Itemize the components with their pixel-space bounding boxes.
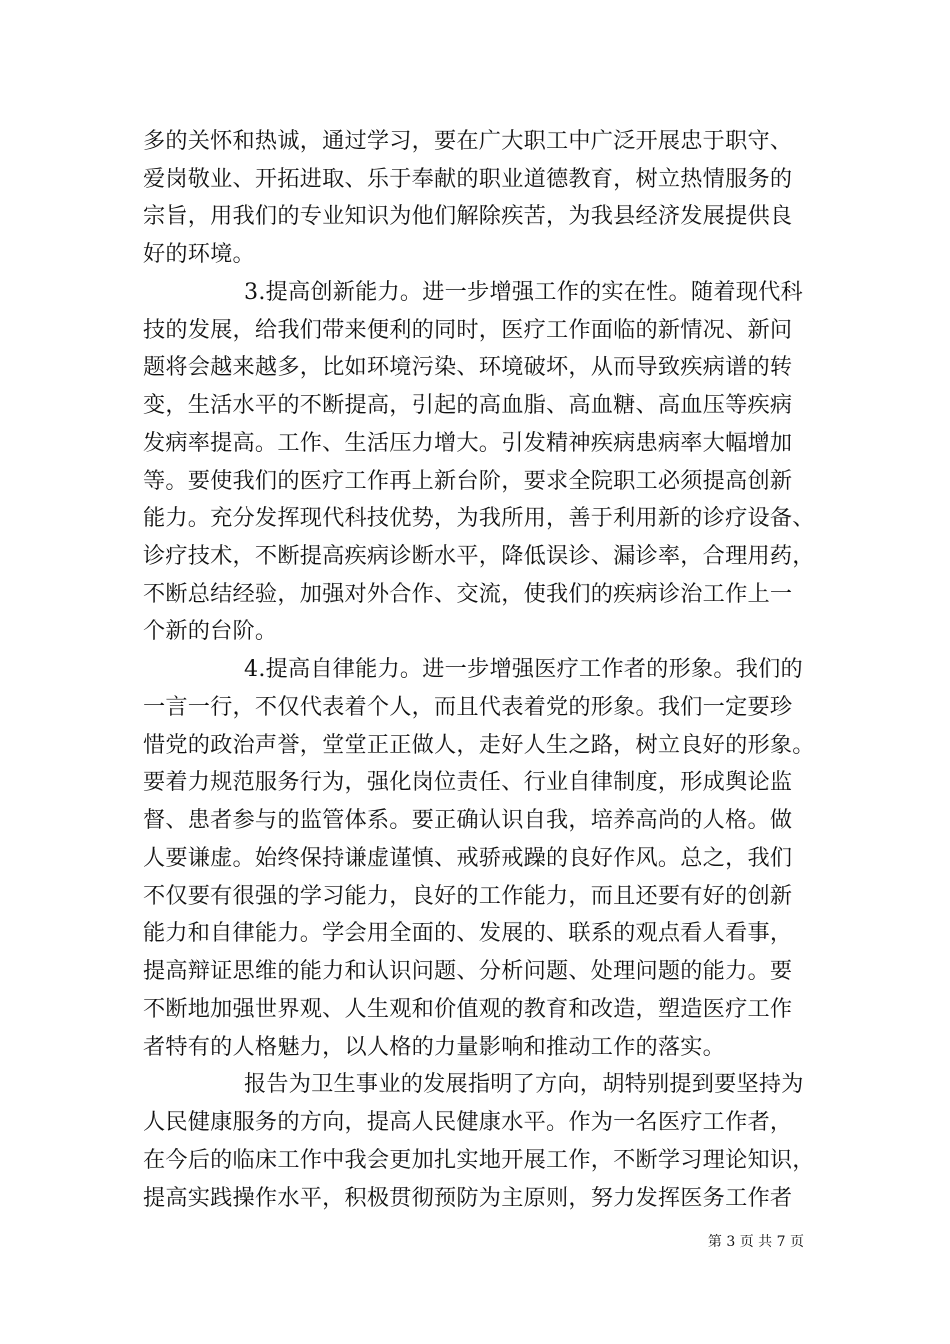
text-line: 诊疗技术，不断提高疾病诊断水平，降低误诊、漏诊率，合理用药， (143, 543, 815, 569)
text-line: 提高实践操作水平，积极贯彻预防为主原则，努力发挥医务工作者 (143, 1185, 793, 1211)
text-line: 题将会越来越多，比如环境污染、环境破坏，从而导致疾病谱的转 (143, 354, 793, 380)
text-line: 发病率提高。工作、生活压力增大。引发精神疾病患病率大幅增加 (143, 430, 793, 456)
text-line: 个新的台阶。 (143, 618, 278, 644)
text-line: 技的发展，给我们带来便利的同时，医疗工作面临的新情况、新问 (143, 317, 793, 343)
text-line: 督、患者参与的监管体系。要正确认识自我，培养高尚的人格。做 (143, 807, 793, 833)
text-line: 人要谦虚。始终保持谦虚谨慎、戒骄戒躁的良好作风。总之，我们 (143, 845, 793, 871)
text-line: 好的环境。 (143, 241, 255, 267)
paragraph-4-start: 4.提高自律能力。进一步增强医疗工作者的形象。我们的 (244, 656, 803, 682)
text-line: 提高辩证思维的能力和认识问题、分析问题、处理问题的能力。要 (143, 958, 793, 984)
text-line: 等。要使我们的医疗工作再上新台阶，要求全院职工必须提高创新 (143, 468, 793, 494)
text-line: 不断总结经验，加强对外合作、交流，使我们的疾病诊治工作上一 (143, 581, 793, 607)
text-line: 爱岗敬业、开拓进取、乐于奉献的职业道德教育，树立热情服务的 (143, 166, 793, 192)
text-line: 变，生活水平的不断提高，引起的高血脂、高血糖、高血压等疾病 (143, 392, 793, 418)
text-line: 不断地加强世界观、人生观和价值观的教育和改造，塑造医疗工作 (143, 996, 793, 1022)
text-line: 要着力规范服务行为，强化岗位责任、行业自律制度，形成舆论监 (143, 769, 793, 795)
text-line: 在今后的临床工作中我会更加扎实地开展工作，不断学习理论知识， (143, 1147, 815, 1173)
text-line: 一言一行，不仅代表着个人，而且代表着党的形象。我们一定要珍 (143, 694, 793, 720)
text-line: 惜党的政治声誉，堂堂正正做人，走好人生之路，树立良好的形象。 (143, 732, 815, 758)
text-line: 人民健康服务的方向，提高人民健康水平。作为一名医疗工作者， (143, 1109, 793, 1135)
text-line: 多的关怀和热诚，通过学习，要在广大职工中广泛开展忠于职守、 (143, 128, 793, 154)
text-line: 能力和自律能力。学会用全面的、发展的、联系的观点看人看事， (143, 920, 793, 946)
text-line: 不仅要有很强的学习能力，良好的工作能力，而且还要有好的创新 (143, 883, 793, 909)
paragraph-report-start: 报告为卫生事业的发展指明了方向，胡特别提到要坚持为 (244, 1071, 804, 1097)
page-number-footer: 第 3 页 共 7 页 (707, 1234, 804, 1250)
text-line: 能力。充分发挥现代科技优势，为我所用，善于利用新的诊疗设备、 (143, 505, 815, 531)
text-line: 者特有的人格魅力，以人格的力量影响和推动工作的落实。 (143, 1034, 726, 1060)
text-line: 宗旨，用我们的专业知识为他们解除疾苦，为我县经济发展提供良 (143, 203, 793, 229)
paragraph-3-start: 3.提高创新能力。进一步增强工作的实在性。随着现代科 (244, 279, 803, 305)
